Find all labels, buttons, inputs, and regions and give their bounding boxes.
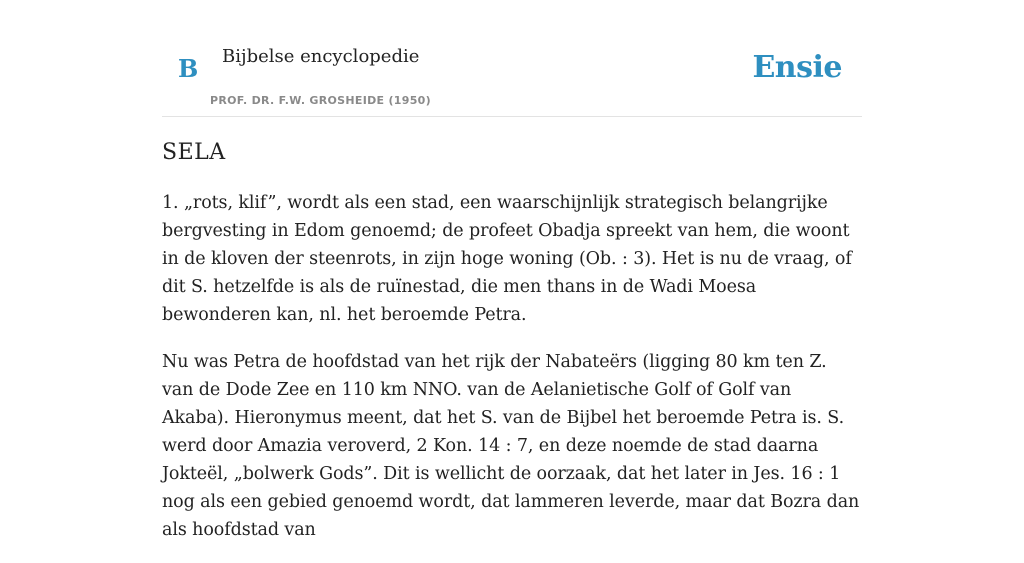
article-paragraph-1: 1. „rots, klif”, wordt als een stad, een waarschijnlijk strategisch belangrijke bergvesting in Edom genoemd; de profeet Obadja spreekt van hem, die woont in de kloven der steenrots, in zijn hoge woning (Ob. : 3). Het is nu de vraag, of dit S. hetzelfde is als de ruïnestad, die men thans in de Wadi Moesa bewonderen kan, nl. het beroemde Petra. bbox=[162, 193, 852, 325]
article-content bbox=[162, 140, 862, 563]
book-logo-letter[interactable]: B bbox=[178, 54, 199, 83]
ensie-logo[interactable]: Ensie bbox=[752, 50, 842, 85]
book-author: PROF. DR. F.W. GROSHEIDE (1950) bbox=[210, 94, 431, 107]
site-header bbox=[162, 0, 862, 117]
article-paragraph-2: Nu was Petra de hoofdstad van het rijk der Nabateërs (ligging 80 km ten Z. van de Dode Zee en 110 km NNO. van de Aelanietische Golf of Golf van Akaba). Hieronymus meent, dat het S. van de Bijbel het beroemde Petra is. S. werd door Amazia veroverd, 2 Kon. 14 : 7, en deze noemde de stad daarna Jokteël, „bolwerk Gods”. Dit is wellicht de oorzaak, dat het later in Jes. 16 : 1 nog als een gebied genoemd wordt, dat lammeren leverde, maar dat Bozra dan als hoofdstad van bbox=[162, 352, 860, 540]
article-title: SELA bbox=[162, 140, 226, 165]
book-title[interactable]: Bijbelse encyclopedie bbox=[222, 46, 420, 67]
